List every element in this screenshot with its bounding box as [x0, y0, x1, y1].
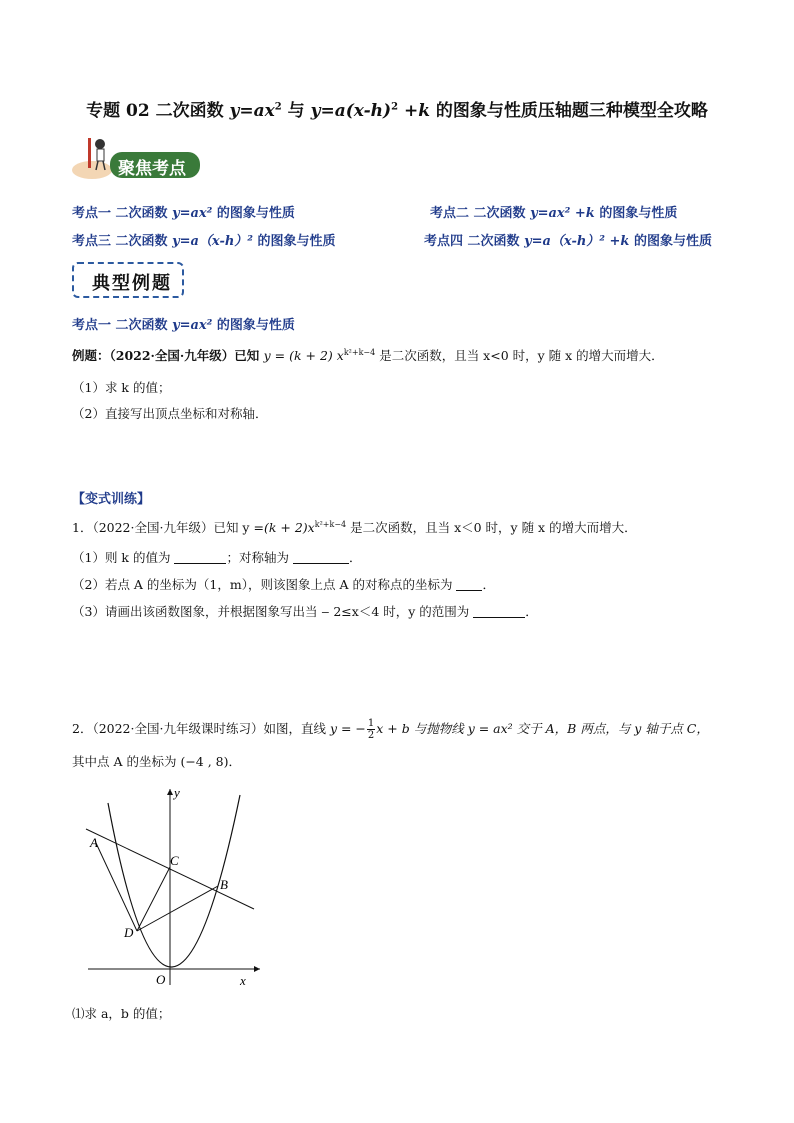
section-heading: 考点一 二次函数 y=ax² 的图象与性质	[72, 318, 295, 333]
problem-1-q2: （2）若点 A 的坐标为（1，m），则该图象上点 A 的对称点的坐标为 ．	[72, 577, 495, 592]
label-c: C	[170, 853, 179, 868]
segment-ad	[96, 843, 137, 931]
example-question-2: （2）直接写出顶点坐标和对称轴．	[72, 406, 268, 421]
problem-1-q3: （3）请画出该函数图象，并根据图象写出当 ‒ 2≤x＜4 时，y 的范围为 ．	[72, 604, 538, 619]
answer-blank[interactable]	[293, 551, 349, 564]
problem-2-line2: 其中点 A 的坐标为 (−4 , 8)．	[72, 754, 242, 769]
kaodian-2: 考点二 二次函数 y=ax² +k 的图象与性质	[430, 206, 678, 221]
label-o: O	[156, 972, 166, 987]
kaodian-1: 考点一 二次函数 y=ax² 的图象与性质	[72, 206, 295, 221]
page-title: 专题 02 二次函数 $y=ax^2$ 与 $y=a(x-h)^2 +k$ 的图象与性质压轴题三种模型全攻略	[86, 101, 708, 121]
example-banner-label: 典型例题	[92, 273, 172, 294]
problem-2-statement: 2．（2022·全国·九年级课时练习）如图，直线 y = − $\frac{1}{2}$ x + b 与抛物线 y = ax² 交于 A，B 两点，与 y 轴于点 C，	[72, 718, 709, 741]
label-a: A	[90, 835, 98, 850]
focus-banner-label: 聚焦考点	[118, 159, 186, 179]
label-x: x	[240, 973, 246, 988]
example-question-1: （1）求 k 的值；	[72, 380, 171, 395]
problem-1-statement: 1．（2022·全国·九年级）已知 $y =(k + 2)x^{k^2+k-4}$ 是二次函数，且当 x＜0 时，y 随 x 的增大而增大．	[72, 519, 637, 535]
kaodian-4: 考点四 二次函数 y=a（x-h）² +k 的图象与性质	[424, 234, 712, 249]
label-d: D	[124, 925, 134, 940]
focus-banner	[68, 132, 208, 182]
answer-blank[interactable]	[473, 605, 525, 618]
label-b: B	[220, 877, 228, 892]
label-y: y	[174, 785, 180, 800]
answer-blank[interactable]	[456, 578, 482, 591]
fraction: $\frac{1}{2}$	[367, 718, 375, 741]
answer-blank[interactable]	[174, 551, 226, 564]
variant-heading: 【变式训练】	[72, 492, 151, 507]
example-banner	[72, 262, 184, 298]
problem-2-q1: ⑴求 a，b 的值；	[72, 1006, 171, 1021]
kaodian-3: 考点三 二次函数 y=a（x-h）² 的图象与性质	[72, 234, 336, 249]
example-statement: 例题：（2022·全国·九年级）已知 y = (k + 2) $x^{k^2+k-4}$ 是二次函数，且当 x<0 时，y 随 x 的增大而增大．	[72, 347, 664, 363]
problem-1-q1: （1）则 k 的值为 ；对称轴为 ．	[72, 550, 362, 565]
parabola-figure	[80, 785, 270, 990]
